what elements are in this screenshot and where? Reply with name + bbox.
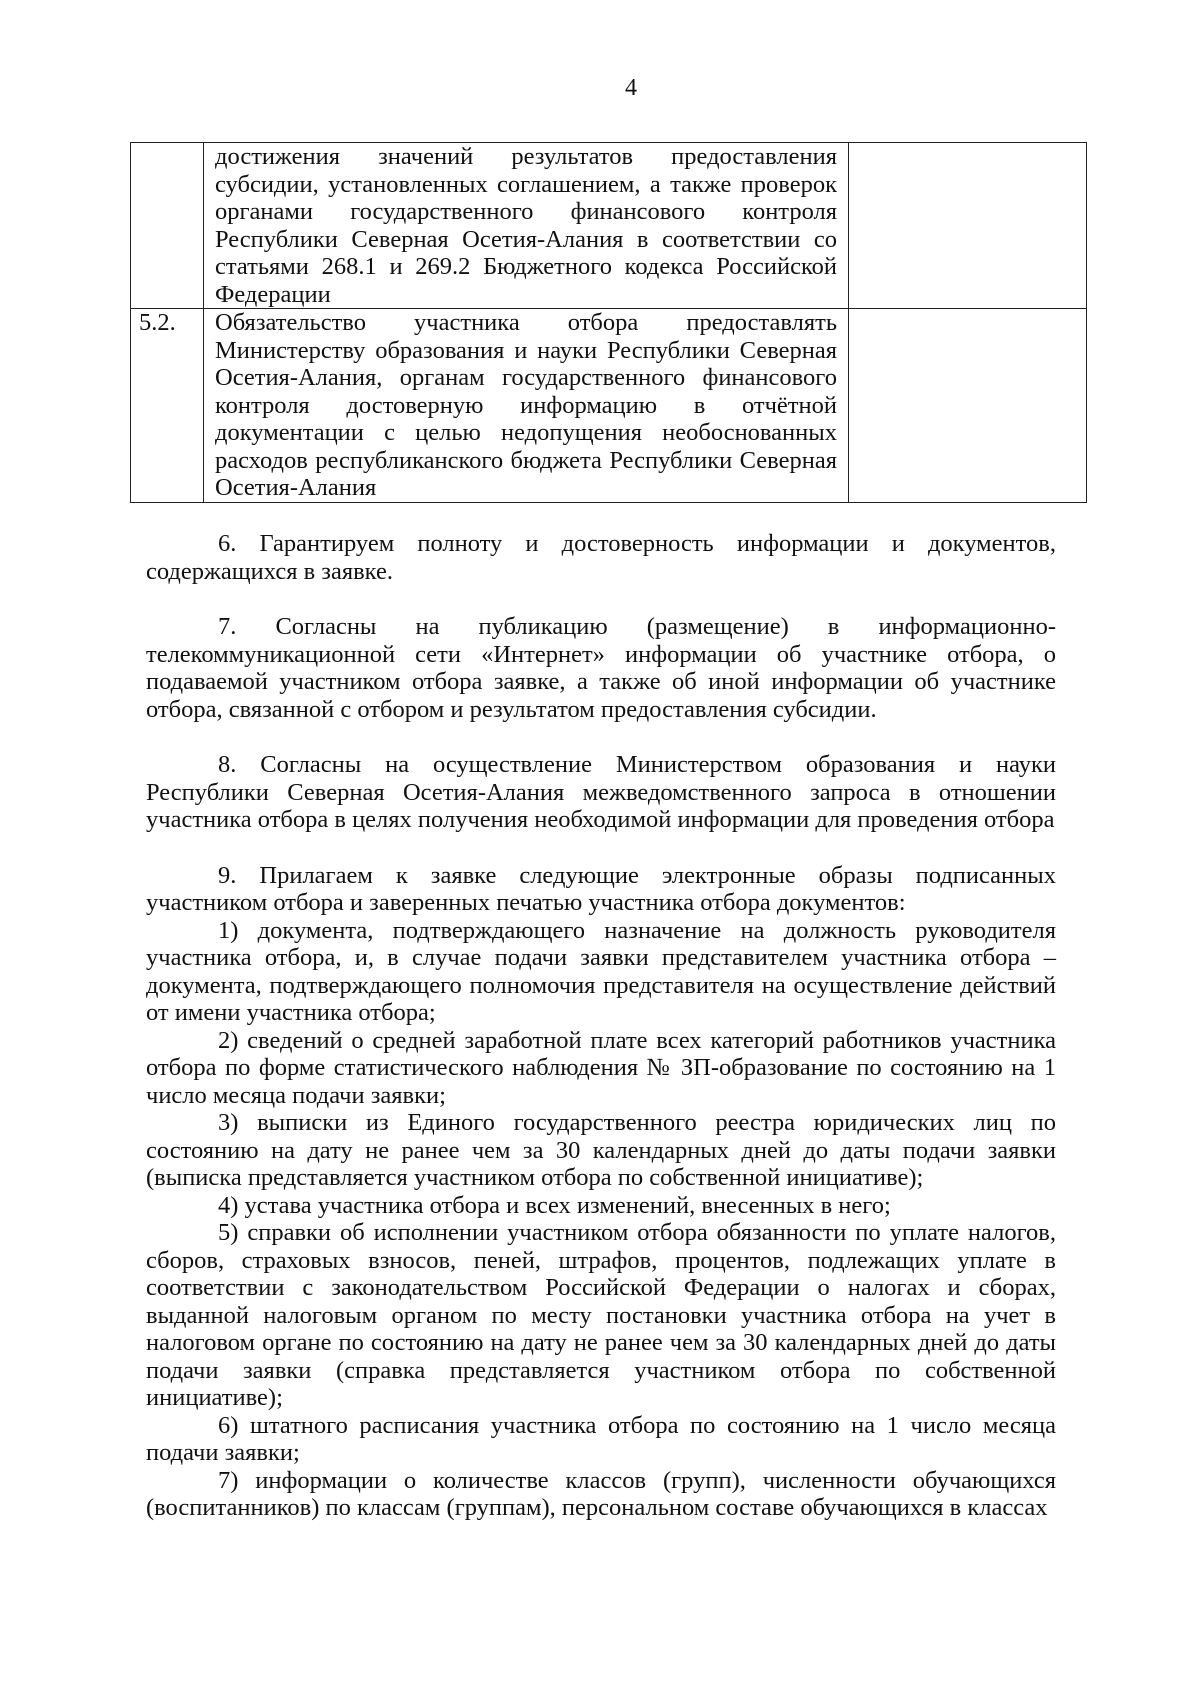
page-number: 4 xyxy=(625,75,637,101)
row-text: достижения значений результатов предоставления субсидии, установленных соглашением, а также проверок органами государственного финансового контроля Республики Северная Осетия-Алания в соответствии со статьями 268.1 и 269.2 Бюджетного кодекса Российской Федерации xyxy=(204,143,849,309)
document-body xyxy=(146,530,1056,1522)
row-text: Обязательство участника отбора предоставлять Министерству образования и науки Республики Северная Осетия-Алания, органам государственного финансового контроля достоверную информацию в отчётной документации с целью недопущения необоснованных расходов республиканского бюджета Республики Северная Осетия-Алания xyxy=(204,309,849,503)
list-item: 7) информации о количестве классов (групп), численности обучающихся (воспитанников) по классам (группам), персональном составе обучающихся в классах xyxy=(146,1466,1056,1521)
table-row xyxy=(131,309,1087,503)
requirements-table xyxy=(130,142,1087,503)
paragraph-8: 8. Согласны на осуществление Министерством образования и науки Республики Северная Осетия-Алания межведомственного запроса в отношении участника отбора в целях получения необходимой информации для проведения отбора xyxy=(146,751,1056,833)
table-row xyxy=(131,143,1087,309)
paragraph-6: 6. Гарантируем полноту и достоверность информации и документов, содержащихся в заявке. xyxy=(146,530,1056,585)
row-number: 5.2. xyxy=(131,309,204,503)
row-number xyxy=(131,143,204,309)
list-item: 6) штатного расписания участника отбора по состоянию на 1 число месяца подачи заявки; xyxy=(146,1411,1056,1466)
list-item: 2) сведений о средней заработной плате всех категорий работников участника отбора по форме статистического наблюдения № ЗП-образование по состоянию на 1 число месяца подачи заявки; xyxy=(146,1026,1056,1109)
paragraph-9: 9. Прилагаем к заявке следующие электронные образы подписанных участником отбора и заверенных печатью участника отбора документов: xyxy=(146,861,1056,916)
list-item: 3) выписки из Единого государственного реестра юридических лиц по состоянию на дату не ранее чем за 30 календарных дней до даты подачи заявки (выписка представляется участником отбора по собственной инициативе); xyxy=(146,1109,1056,1191)
row-empty-cell xyxy=(849,309,1087,503)
paragraph-7: 7. Согласны на публикацию (размещение) в информационно-телекоммуникационной сети «Интернет» информации об участнике отбора, о подаваемой участником отбора заявке, а также об иной информации об участнике отбора, связанной с отбором и результатом предоставления субсидии. xyxy=(146,613,1056,723)
row-empty-cell xyxy=(849,143,1087,309)
list-item: 5) справки об исполнении участником отбора обязанности по уплате налогов, сборов, страховых взносов, пеней, штрафов, процентов, подлежащих уплате в соответствии с законодательством Российской Федерации о налогах и сборах, выданной налоговым органом по месту постановки участника отбора на учет в налоговом органе по состоянию на дату не ранее чем за 30 календарных дней до даты подачи заявки (справка представляется участником отбора по собственной инициативе); xyxy=(146,1219,1056,1411)
list-item: 4) устава участника отбора и всех изменений, внесенных в него; xyxy=(218,1191,891,1219)
list-item: 1) документа, подтверждающего назначение на должность руководителя участника отбора, и, в случае подачи заявки представителем участника отбора – документа, подтверждающего полномочия представителя на осуществление действий от имени участника отбора; xyxy=(146,916,1056,1026)
